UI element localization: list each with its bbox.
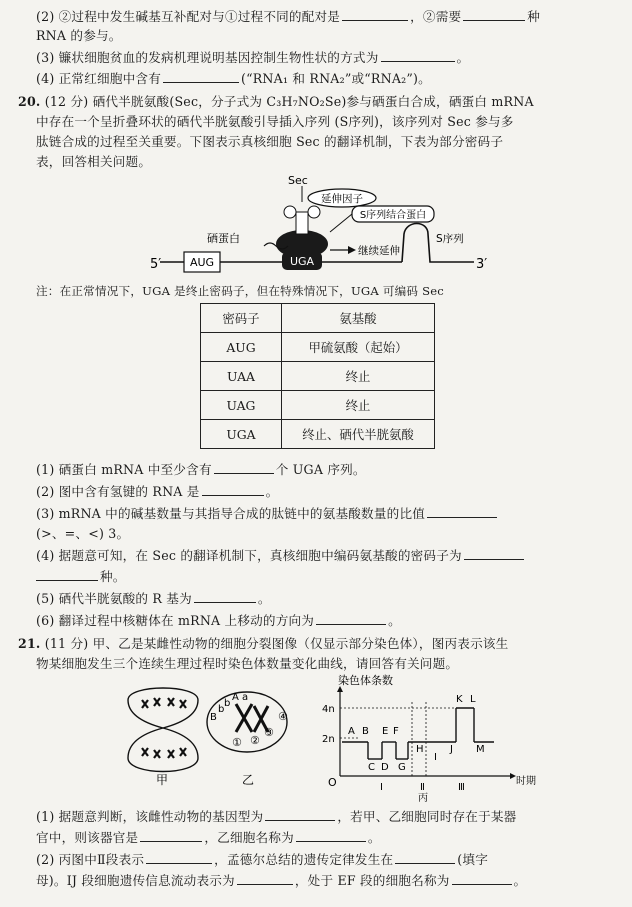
chromosome-count-chart: [318, 672, 548, 802]
link-line: [330, 214, 352, 232]
table-row: [201, 420, 435, 449]
yi-label-4: ④: [278, 710, 288, 723]
chromosome-mark: [154, 698, 160, 706]
q20-intro-4: 表，回答相关问题。: [36, 154, 152, 169]
q19-3-text: (3) 镰状细胞贫血的发病机理说明基因控制生物性状的方式为: [36, 50, 379, 65]
q20-4-text-b: 种。: [100, 569, 126, 584]
arrow-head: [348, 246, 356, 254]
segment-A: A: [348, 726, 355, 737]
header-amino-acid: 氨基酸: [282, 304, 435, 333]
answer-blank[interactable]: [140, 829, 202, 842]
q20-sub-4: [36, 547, 602, 564]
segment-H: H: [416, 744, 424, 755]
q21-1-text-e: 。: [367, 830, 381, 845]
table-row: [201, 391, 435, 420]
answer-blank[interactable]: [214, 461, 274, 474]
phase-3: Ⅲ: [458, 782, 465, 793]
answer-blank[interactable]: [265, 808, 335, 821]
chart-xlabel: 时期: [516, 776, 536, 787]
uga-label: UGA: [289, 255, 315, 268]
amino-acid-cell: 甲硫氨酸（起始）: [282, 333, 435, 362]
q20-sub-5: [36, 590, 602, 607]
answer-blank[interactable]: [395, 851, 455, 864]
q20-1-text-b: 个 UGA 序列。: [275, 462, 366, 477]
answer-blank[interactable]: [163, 70, 239, 83]
table-row: [201, 333, 435, 362]
chromosome-mark: [180, 748, 186, 756]
q20-6-text-b: 。: [388, 613, 401, 628]
q19-2-text-c: 种: [527, 9, 541, 24]
answer-blank[interactable]: [36, 568, 98, 581]
q20-sub-1: [36, 461, 602, 478]
q20-2-text: (2) 图中含有氢键的 RNA 是: [36, 484, 200, 499]
cell-jia-diagram: [118, 680, 208, 786]
q21-1-text-c: 官中，则该器官是: [36, 830, 139, 845]
yi-label-2: ②: [250, 734, 260, 747]
trna-arm-right: [308, 206, 320, 218]
chromosome-mark: [168, 750, 174, 758]
codon-table: [200, 303, 435, 449]
q20-sub-3: [36, 505, 602, 522]
y-tick-2n: 2n: [322, 734, 335, 745]
table-header-row: [201, 304, 435, 333]
q21-intro-2: 物某细胞发生三个连续生理过程时染色体数量变化曲线，请回答有关问题。: [36, 656, 459, 671]
answer-blank[interactable]: [146, 851, 212, 864]
codon-cell: AUG: [201, 333, 282, 362]
trna-stem: [296, 212, 308, 234]
answer-blank[interactable]: [381, 49, 455, 62]
q20-number: 20.: [18, 94, 41, 109]
q21-sub-2: [36, 851, 602, 868]
q19-line-2-cont: [36, 27, 602, 44]
yi-label-b2: b: [224, 698, 231, 709]
segment-K: K: [456, 694, 463, 705]
codon-cell: UAA: [201, 362, 282, 391]
q19-3-end: 。: [456, 50, 470, 65]
q21-2-text-c: (填字: [457, 852, 488, 867]
s-binding-protein-label: S序列结合蛋白: [359, 210, 427, 221]
q21-sub-1: [36, 808, 602, 825]
segment-L: L: [470, 694, 476, 705]
answer-blank[interactable]: [194, 590, 256, 603]
cell-jia-label: 甲: [156, 773, 169, 787]
segment-G: G: [398, 762, 406, 773]
q21-number: 21.: [18, 636, 41, 651]
elongation-factor-label: 延伸因子: [321, 193, 363, 205]
q21-sub-1-cont: [36, 829, 602, 846]
sec-label: Sec: [288, 174, 308, 187]
q20-sub-4-cont: [36, 568, 602, 585]
segment-B: B: [362, 726, 369, 737]
segment-I: I: [434, 752, 437, 763]
chart-title: 丙: [418, 793, 428, 804]
q21-2-text: (2) 丙图中Ⅱ段表示: [36, 852, 145, 867]
chromosome-mark: [180, 700, 186, 708]
cell-jia-chromosomes-top: [142, 698, 186, 708]
q21-1-text: (1) 据题意判断，该雌性动物的基因型为: [36, 809, 264, 824]
q21-1-text-b: ，若甲、乙细胞同时存在于某器: [337, 809, 517, 824]
q19-4-text: (4) 正常红细胞中含有: [36, 71, 161, 86]
q20-note: 注：在正常情况下，UGA 是终止密码子，但在特殊情况下，UGA 可编码 Sec: [36, 284, 444, 298]
answer-blank[interactable]: [452, 872, 512, 885]
q21-intro-1: [18, 635, 584, 652]
q19-2-text: (2) ②过程中发生碱基互补配对与①过程不同的配对是: [36, 9, 341, 24]
chart-ylabel: 染色体条数: [338, 674, 393, 687]
translation-diagram: [0, 172, 632, 292]
answer-blank[interactable]: [342, 8, 408, 21]
s-sequence-label: S序列: [436, 233, 464, 245]
chromosome-mark: [236, 704, 252, 732]
trna-arm-left: [284, 206, 296, 218]
q20-1-text: (1) 硒蛋白 mRNA 中至少含有: [36, 462, 212, 477]
yi-label-A: A: [232, 692, 239, 703]
segment-J: J: [450, 744, 453, 755]
yi-label-a: a: [242, 692, 249, 703]
continue-label: 继续延伸: [358, 245, 400, 257]
phase-2: Ⅱ: [420, 782, 425, 793]
q21-2-text-d: 母)。IJ 段细胞遗传信息流动表示为: [36, 873, 235, 888]
chromosome-curve: [342, 702, 494, 776]
yi-label-1: ①: [232, 736, 242, 749]
amino-acid-cell: 终止、硒代半胱氨酸: [282, 420, 435, 449]
q19-line-2: [36, 8, 602, 25]
yi-label-b1: b: [218, 704, 225, 715]
q21-1-text-d: ，乙细胞名称为: [204, 830, 294, 845]
q20-3-text-b: (>、=、<) 3。: [36, 526, 130, 541]
chromosome-mark: [168, 698, 174, 706]
cell-yi-diagram: [202, 680, 302, 786]
chromosome-mark: [142, 748, 148, 756]
segment-D: D: [381, 762, 389, 773]
answer-blank[interactable]: [237, 872, 293, 885]
q19-2-text-d: RNA 的参与。: [36, 28, 122, 43]
y-tick-4n: 4n: [322, 704, 335, 715]
q20-intro-2: 中存在一个呈折叠环状的硒代半胱氨酸引导插入序列 (S序列)，该序列对 Sec 参与多: [36, 114, 514, 129]
cell-jia-chromosomes-bottom: [142, 748, 186, 758]
phase-1: Ⅰ: [380, 782, 383, 793]
q20-2-text-b: 。: [265, 484, 279, 499]
q20-sub-6: [36, 612, 602, 629]
q21-sub-2-cont: [36, 872, 602, 889]
q21-2-text-b: ，孟德尔总结的遗传定律发生在: [214, 852, 394, 867]
amino-acid-cell: 终止: [282, 362, 435, 391]
segment-C: C: [368, 762, 375, 773]
codon-cell: UAG: [201, 391, 282, 420]
q20-sub-2: [36, 483, 602, 500]
q20-6-text: (6) 翻译过程中核糖体在 mRNA 上移动的方向为: [36, 613, 315, 628]
aug-label: AUG: [189, 256, 215, 269]
answer-blank[interactable]: [463, 8, 525, 21]
cell-jia-membrane: [128, 688, 198, 772]
q21-2-text-f: 。: [513, 873, 527, 888]
yi-label-3: ③: [264, 726, 274, 739]
selenoprotein-label: 硒蛋白: [207, 232, 240, 245]
q19-line-4: [36, 70, 602, 87]
q20-5-text: (5) 硒代半胱氨酸的 R 基为: [36, 591, 192, 606]
q21-intro-text-1: (11 分) 甲、乙是某雌性动物的细胞分裂图像（仅显示部分染色体），图丙表示该生: [44, 636, 509, 651]
yi-label-B: B: [210, 712, 217, 723]
answer-blank[interactable]: [202, 483, 264, 496]
q20-intro-text-1: (12 分) 硒代半胱氨酸(Sec，分子式为 C₃H₇NO₂Se)参与硒蛋白合成，硒蛋白 mRNA: [44, 94, 534, 109]
q19-line-3: [36, 49, 602, 66]
cell-yi-label: 乙: [242, 773, 255, 787]
segment-M: M: [476, 744, 485, 755]
codon-cell: UGA: [201, 420, 282, 449]
q19-2-text-b: ，②需要: [410, 9, 462, 24]
q20-5-text-b: 。: [257, 591, 271, 606]
chromosome-mark: [142, 700, 148, 708]
chromosome-mark: [154, 750, 160, 758]
q20-3-text: (3) mRNA 中的碱基数量与其指导合成的肽链中的氨基酸数量的比值: [36, 506, 426, 521]
five-prime-label: 5′: [150, 257, 162, 272]
answer-blank[interactable]: [427, 505, 497, 518]
q20-intro-3: 肽链合成的过程至关重要。下图表示真核细胞 Sec 的翻译机制，下表为部分密码子: [36, 134, 504, 149]
header-codon: 密码子: [201, 304, 282, 333]
q21-2-text-e: ，处于 EF 段的细胞名称为: [294, 873, 450, 888]
segment-E: E: [382, 726, 389, 737]
q19-4-text-b: (“RNA₁ 和 RNA₂”或“RNA₂”)。: [241, 71, 431, 86]
q20-intro-1: [18, 93, 584, 110]
answer-blank[interactable]: [464, 547, 524, 560]
chart-origin: O: [328, 776, 337, 789]
answer-blank[interactable]: [316, 612, 386, 625]
segment-F: F: [393, 726, 399, 737]
q20-4-text: (4) 据题意可知，在 Sec 的翻译机制下，真核细胞中编码氨基酸的密码子为: [36, 548, 462, 563]
three-prime-label: 3′: [476, 257, 488, 272]
table-row: [201, 362, 435, 391]
amino-acid-cell: 终止: [282, 391, 435, 420]
answer-blank[interactable]: [296, 829, 366, 842]
